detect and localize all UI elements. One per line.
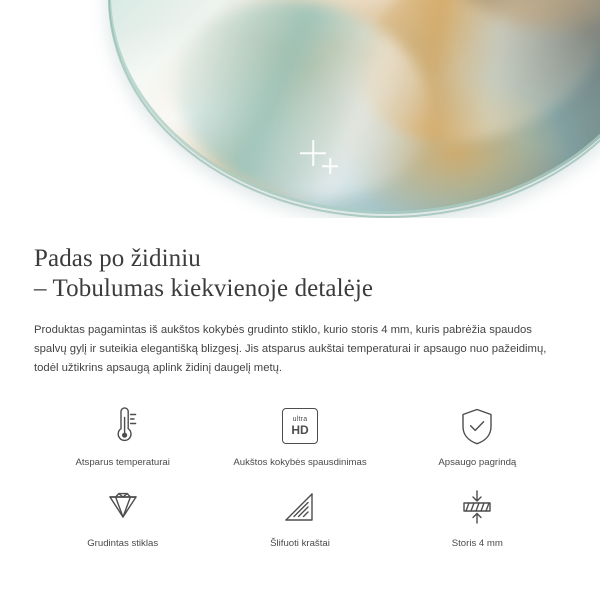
feature-label: Atsparus temperaturai [75,457,170,468]
glass-plate-image [108,0,600,214]
headline-line-1: Padas po židiniu [34,245,201,272]
shield-check-icon [458,404,496,448]
feature-item-polished-edges [211,485,388,550]
feature-label: Grudintas stiklas [87,538,159,549]
feature-label: Apsaugo pagrindą [438,457,517,468]
ultra-hd-top-text: ultra [292,416,308,423]
page-title [34,244,566,304]
diamond-icon [103,485,143,529]
feature-label: Aukštos kokybės spausdinimas [233,457,367,468]
feature-label: Storis 4 mm [451,538,503,549]
hero-image [0,0,600,218]
feature-label: Šlifuoti kraštai [270,538,330,549]
feature-item-print-quality [211,404,388,469]
ultra-hd-bottom-text: HD [291,423,309,437]
description-paragraph: Produktas pagamintas iš aukštos kokybės grudinto stiklo, kurio storis 4 mm, kuris pabrėžia spaudos spalvų gylį ir suteikia elegantišką blizgesį. Jis atsparus aukštai temperaturai ir apsaugo nuo pažeidimų, todėl užtikrins apsaugą aplink židinį daugelį metų. [34,324,547,374]
headline-line-2: – Tobulumas kiekvienoje detalėje [34,275,374,302]
feature-grid [34,404,566,550]
plate-rim [108,0,600,214]
feature-item-temperature [34,404,211,469]
feature-item-surface-protection [389,404,566,469]
feature-item-tempered-glass [34,485,211,550]
thermometer-icon [105,404,141,448]
content-area [0,244,600,550]
thickness-icon [457,485,497,529]
ultra-hd-icon [282,404,318,448]
feature-item-thickness [389,485,566,550]
polished-edges-icon [281,485,319,529]
